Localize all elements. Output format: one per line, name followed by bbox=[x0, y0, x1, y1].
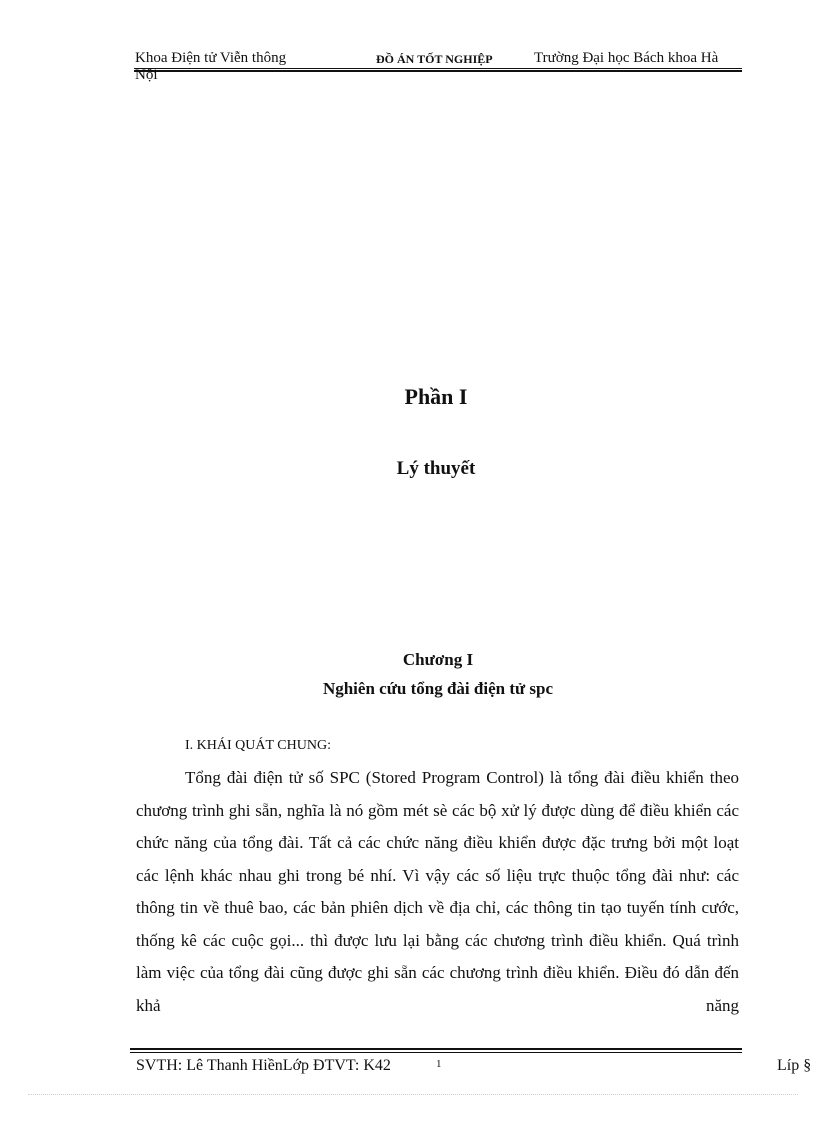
header-university-wrap: Nội bbox=[135, 67, 158, 83]
header-rule-thin bbox=[134, 68, 742, 69]
header-document-type: ĐỒ ÁN TỐT NGHIỆP bbox=[376, 52, 493, 66]
chapter-title: Nghiên cứu tổng đài điện tử spc bbox=[322, 679, 554, 698]
body-text bbox=[136, 762, 739, 1022]
header-faculty: Khoa Điện tử Viễn thông bbox=[135, 50, 287, 66]
footer-rule-thick bbox=[130, 1048, 742, 1050]
section-heading: I. KHÁI QUÁT CHUNG: bbox=[185, 738, 331, 753]
page-bottom-divider bbox=[28, 1094, 798, 1095]
footer-student-info: SVTH: Lê Thanh HiềnLớp ĐTVT: K42 bbox=[136, 1057, 391, 1074]
part-title: Phần I bbox=[404, 384, 468, 409]
footer-page-number: 1 bbox=[436, 1058, 442, 1070]
footer-rule-thin bbox=[130, 1052, 742, 1053]
body-paragraph: Tổng đài điện tử số SPC (Stored Program Control) là tổng đài điều khiển theo chương trình ghi sẵn, nghĩa là nó gồm mét sè các bộ xử lý được dùng để điều khiển các chức năng của tổng đài. Tất cả các chức năng điều khiển được đặc trưng bởi một loạt các lệnh khác nhau ghi trong bé nhí. Vì vậy các số liệu trực thuộc tổng đài như: các thông tin về thuê bao, các bản phiên dịch về địa chỉ, các thông tin tạo tuyến tính cước, thống kê các cuộc gọi... thì được lưu lại bằng các chương trình điều khiển. Quá trình làm việc của tổng đài cũng được ghi sẵn các chương trình điều khiển. Điều đó dẫn đến khả năng bbox=[136, 768, 739, 1015]
chapter-label: Chương I bbox=[402, 650, 474, 669]
header-rule-thick bbox=[134, 70, 742, 72]
header-university: Trường Đại học Bách khoa Hà bbox=[534, 50, 719, 66]
footer-class: Líp § bbox=[777, 1057, 812, 1074]
part-subtitle: Lý thuyết bbox=[396, 458, 476, 479]
